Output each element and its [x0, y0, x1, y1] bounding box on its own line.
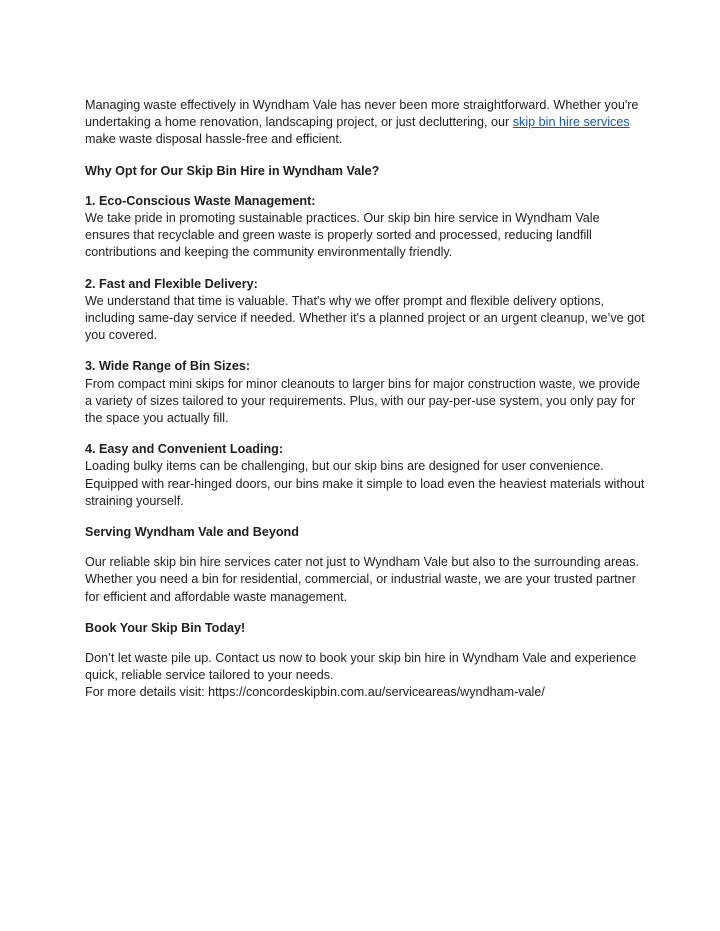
- document-body: [85, 97, 645, 716]
- item-title: 4. Easy and Convenient Loading:: [85, 442, 284, 457]
- item-body: We understand that time is valuable. That's why we offer prompt and flexible delivery options, including same-day service if needed. Whether it's a planned project or an urgent cleanup, we’ve got you covered.: [85, 293, 645, 343]
- item-easy-loading: [85, 441, 645, 510]
- item-title: 2. Fast and Flexible Delivery:: [85, 276, 258, 291]
- item-bin-sizes: [85, 358, 645, 427]
- book-paragraph: [85, 650, 645, 702]
- intro-paragraph: [85, 97, 645, 149]
- item-body: Loading bulky items can be challenging, but our skip bins are designed for user convenience. Equipped with rear-hinged doors, our bins make it simple to load even the heaviest materials without straining yourself.: [85, 459, 645, 508]
- details-text: For more details visit: https://concordeskipbin.com.au/serviceareas/wyndham-vale/: [85, 685, 545, 700]
- item-title: 1. Eco-Conscious Waste Management:: [85, 193, 316, 208]
- item-body: From compact mini skips for minor cleanouts to larger bins for major construction waste, we provide a variety of sizes tailored to your requirements. Plus, with our pay-per-use system, you only pay for the space you actually fill.: [85, 376, 641, 426]
- book-text: Don’t let waste pile up. Contact us now to book your skip bin hire in Wyndham Vale and experience quick, reliable service tailored to your needs.: [85, 651, 637, 683]
- why-heading: Why Opt for Our Skip Bin Hire in Wyndham Vale?: [85, 163, 380, 178]
- skip-bin-hire-services-link[interactable]: skip bin hire services: [512, 115, 630, 130]
- item-fast-delivery: [85, 276, 645, 345]
- item-body: We take pride in promoting sustainable practices. Our skip bin hire service in Wyndham Vale ensures that recyclable and green waste is properly sorted and processed, reducing landfill contributions and keeping the community environmentally friendly.: [85, 211, 600, 260]
- item-title: 3. Wide Range of Bin Sizes:: [85, 359, 251, 374]
- intro-text-after-link: make waste disposal hassle-free and efficient.: [85, 132, 343, 147]
- serving-heading: Serving Wyndham Vale and Beyond: [85, 525, 299, 540]
- serving-paragraph: Our reliable skip bin hire services cater not just to Wyndham Vale but also to the surrounding areas. Whether you need a bin for residential, commercial, or industrial waste, we are your trusted partner for efficient and affordable waste management.: [85, 555, 640, 604]
- book-heading: Book Your Skip Bin Today!: [85, 620, 246, 635]
- item-eco-conscious: [85, 193, 645, 262]
- intro-text-before-link: Managing waste effectively in Wyndham Vale has never been more straightforward. Whether you're undertaking a home renovation, landscaping project, or just decluttering, our: [85, 98, 639, 130]
